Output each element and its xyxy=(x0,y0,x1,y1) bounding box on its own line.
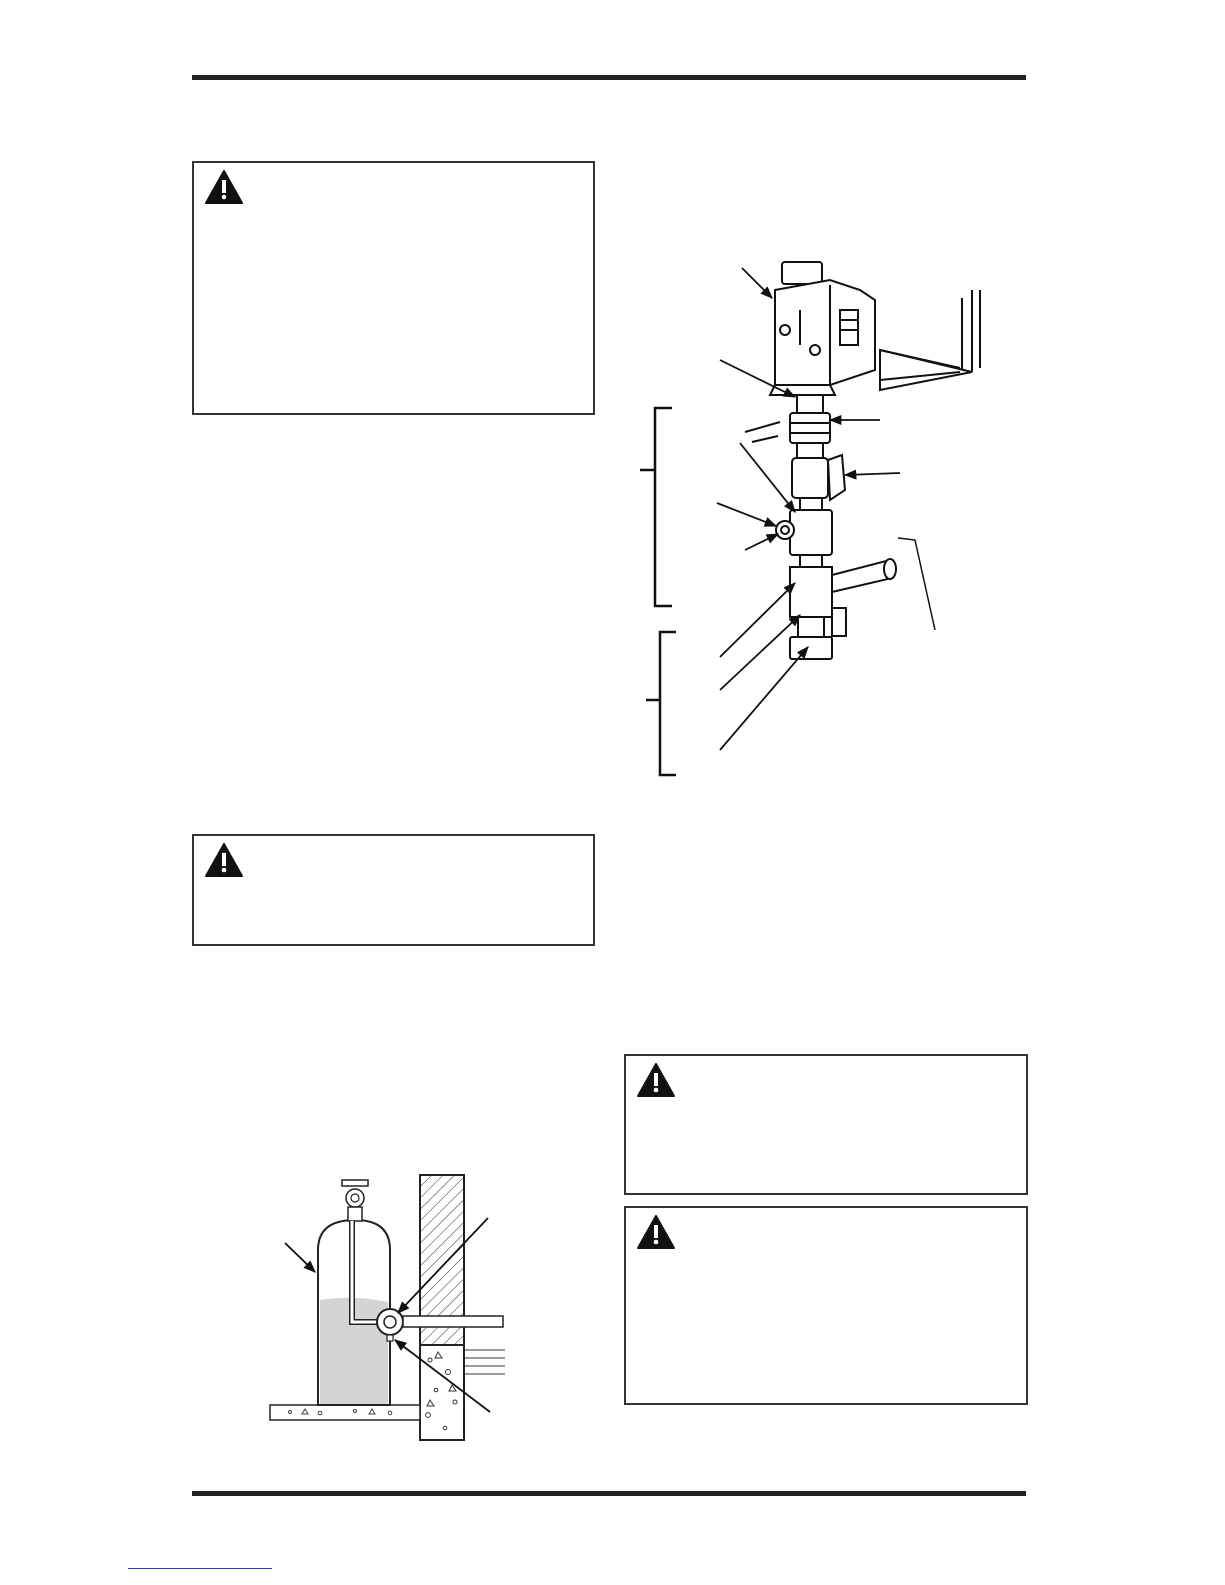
warning-triangle-icon xyxy=(204,842,244,878)
warning-triangle-icon xyxy=(636,1214,676,1250)
warning-box-3 xyxy=(624,1054,1028,1195)
bottom-rule xyxy=(192,1491,1026,1496)
warning-box-4 xyxy=(624,1206,1028,1405)
gas-connection-diagram xyxy=(600,250,1020,780)
footer-link-underline[interactable] xyxy=(128,1568,272,1569)
propane-tank-diagram xyxy=(268,1170,508,1445)
warning-box-1 xyxy=(192,161,595,415)
top-rule xyxy=(192,75,1026,80)
warning-triangle-icon xyxy=(636,1062,676,1098)
warning-triangle-icon xyxy=(204,169,244,205)
warning-box-2 xyxy=(192,834,595,946)
